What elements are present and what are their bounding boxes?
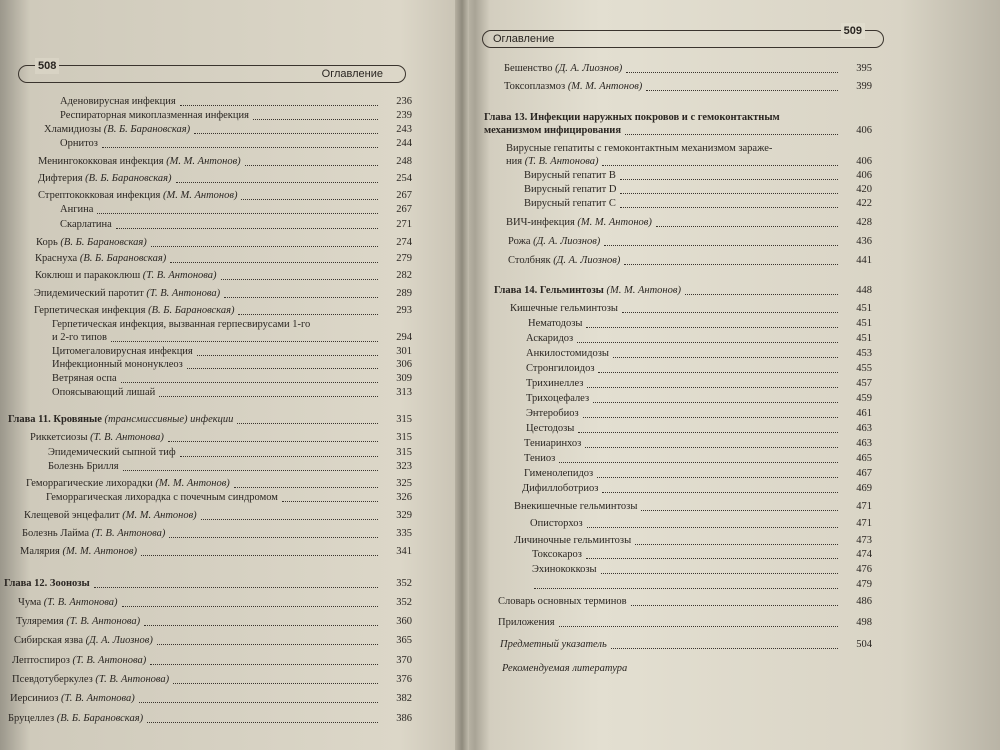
toc-leader-dots [613,347,838,358]
toc-entry-title: Цитомегаловирусная инфекция [52,346,193,357]
left-page [0,0,452,750]
toc-leader-dots [253,109,378,120]
toc-entry-title: Болезнь Брилля [48,461,119,472]
toc-leader-dots [139,692,378,703]
toc-entry-title: Иерсиниоз (Т. В. Антонова) [10,693,135,704]
toc-leader-dots [116,218,378,229]
toc-entry-title: Нематодозы [528,318,583,329]
toc-entry [14,634,412,647]
toc-entry [38,172,412,185]
toc-leader-dots [97,203,378,214]
toc-leader-dots [168,431,378,442]
toc-entry-title: Столбняк (Д. А. Лиознов) [508,255,621,266]
toc-entry [526,407,872,420]
toc-entry-page: 306 [396,359,412,370]
toc-entry-page: 471 [856,501,872,512]
left-page-header [18,60,406,83]
toc-entry-title: Трихинеллез [526,378,584,389]
toc-entry-page: 386 [396,713,412,724]
toc-entry-title: Внекишечные гельминтозы [514,501,638,512]
toc-entry-title: Геморрагическая лихорадка с почечным синдромом [46,492,278,503]
toc-entry [484,111,872,124]
toc-entry-page: 453 [856,348,872,359]
toc-entry-page: 313 [396,387,412,398]
toc-entry [524,467,872,480]
toc-entry [26,477,412,490]
toc-entry-title: Скарлатина [60,219,112,230]
right-header-title: Оглавление [493,33,555,45]
toc-entry-page: 476 [856,564,872,575]
toc-leader-dots [646,80,838,91]
toc-entry [494,284,872,297]
toc-entry-page: 436 [856,236,872,247]
toc-leader-dots [577,332,838,343]
toc-entry [16,615,412,628]
toc-entry-title: Анкилостомидозы [526,348,609,359]
toc-entry [8,712,412,725]
toc-entry-page: 243 [396,124,412,135]
toc-entry-page: 274 [396,237,412,248]
toc-entry-title: Риккетсиозы (Т. В. Антонова) [30,432,164,443]
toc-entry [52,386,412,399]
toc-entry-title: Инфекционный мононуклеоз [52,359,183,370]
toc-entry-page: 315 [396,414,412,425]
toc-entry-page: 293 [396,305,412,316]
toc-leader-dots [626,62,838,73]
toc-leader-dots [602,482,838,493]
toc-entry-page: 406 [856,170,872,181]
toc-entry [30,431,412,444]
toc-entry-title: Хламидиозы (В. Б. Барановская) [44,124,191,135]
toc-entry [532,563,872,576]
toc-entry-title: Эпидемический паротит (Т. В. Антонова) [34,288,221,299]
toc-entry [498,616,872,629]
toc-leader-dots [685,284,838,295]
toc-leader-dots [620,169,838,180]
toc-entry [52,345,412,358]
toc-leader-dots [141,545,378,556]
toc-leader-dots [583,407,838,418]
toc-entry-title: Вирусные гепатиты с гемоконтактным механизмом зараже- [506,143,773,154]
toc-entry-page: 248 [396,156,412,167]
toc-entry-title: Краснуха (В. Б. Барановская) [35,253,167,264]
toc-leader-dots [176,172,378,183]
toc-entry-title: Дифтерия (В. Б. Барановская) [38,173,172,184]
toc-entry [8,413,412,426]
toc-entry [48,446,412,459]
toc-entry-page: 457 [856,378,872,389]
toc-entry-page: 323 [396,461,412,472]
toc-entry-page: 309 [396,373,412,384]
toc-entry-title: Герпетическая инфекция, вызванная герпесвирусами 1-го [52,319,311,330]
toc-leader-dots [234,477,378,488]
toc-entry [38,189,412,202]
toc-entry [60,109,412,122]
toc-leader-dots [598,362,838,373]
toc-leader-dots [586,317,838,328]
toc-entry [34,304,412,317]
toc-entry-page: 326 [396,492,412,503]
toc-entry-page: 395 [856,63,872,74]
toc-entry [526,392,872,405]
toc-entry-page: 441 [856,255,872,266]
toc-leader-dots [597,467,838,478]
toc-entry-title: Вирусный гепатит В [524,170,616,181]
toc-entry-title: Токсоплазмоз (М. М. Антонов) [504,81,643,92]
toc-entry [52,331,412,344]
toc-entry [52,358,412,371]
toc-entry-page: 498 [856,617,872,628]
toc-entry-title: Ветряная оспа [52,373,117,384]
toc-entry-page: 301 [396,346,412,357]
toc-entry [60,95,412,108]
toc-entry [22,527,412,540]
toc-leader-dots [602,155,838,166]
toc-entry-page: 420 [856,184,872,195]
toc-entry [526,377,872,390]
toc-leader-dots [111,331,378,342]
toc-entry-title: Токсокароз [532,549,582,560]
toc-entry [498,595,872,608]
toc-leader-dots [625,124,838,135]
toc-entry-title: Орнитоз [60,138,98,149]
toc-entry [528,317,872,330]
toc-leader-dots [237,413,378,424]
toc-entry-title: ния (Т. В. Антонова) [506,156,599,167]
toc-entry-title: Глава 11. Кровяные (трансмиссивные) инфекции [8,414,234,425]
toc-entry-title: Приложения [498,617,555,628]
toc-entry-title: Псевдотуберкулез (Т. В. Антонова) [12,674,170,685]
toc-entry-page: 352 [396,597,412,608]
toc-leader-dots [123,460,378,471]
toc-entry-page: 448 [856,285,872,296]
toc-entry-title: Бруцеллез (В. Б. Барановская) [8,713,144,724]
toc-entry [44,123,412,136]
toc-entry [34,287,412,300]
toc-entry-page: 360 [396,616,412,627]
toc-leader-dots [151,236,378,247]
toc-leader-dots [201,509,378,520]
toc-entry-title: Рекомендуемая литература [502,663,628,674]
toc-entry-page: 315 [396,432,412,443]
toc-entry [526,332,872,345]
toc-entry-title: Гименолепидоз [524,468,594,479]
toc-entry-page: 315 [396,447,412,458]
toc-entry-page: 471 [856,518,872,529]
toc-entry-title: Туляремия (Т. В. Антонова) [16,616,141,627]
toc-entry-title: и 2-го типов [52,332,107,343]
toc-entry [508,254,872,267]
toc-entry-title: Малярия (М. М. Антонов) [20,546,137,557]
toc-entry-page: 254 [396,173,412,184]
toc-leader-dots [94,577,378,588]
left-header-title: Оглавление [321,68,383,80]
toc-entry [35,252,412,265]
toc-leader-dots [586,548,838,559]
toc-entry-title: Стрептококковая инфекция (М. М. Антонов) [38,190,238,201]
toc-entry [524,197,872,210]
toc-entry [510,302,872,315]
toc-leader-dots [585,437,838,448]
toc-entry-title: Стронгилоидоз [526,363,595,374]
toc-entry-title: Болезнь Лайма (Т. В. Антонова) [22,528,166,539]
toc-entry-title: Опоясывающий лишай [52,387,156,398]
toc-entry-title: Дифиллоботриоз [522,483,599,494]
toc-entry [524,437,872,450]
toc-entry [522,482,872,495]
toc-entry-title: Герпетическая инфекция (В. Б. Барановская) [34,305,235,316]
toc-leader-dots [147,712,378,723]
toc-leader-dots [624,254,838,265]
toc-leader-dots [282,491,378,502]
toc-leader-dots [170,252,378,263]
toc-leader-dots [173,673,378,684]
toc-entry-page: 267 [396,190,412,201]
toc-leader-dots [169,527,378,538]
toc-entry [524,169,872,182]
toc-leader-dots [224,287,378,298]
toc-leader-dots [635,534,838,545]
toc-entry-page: 455 [856,363,872,374]
toc-entry-page: 451 [856,318,872,329]
toc-leader-dots [578,422,838,433]
toc-entry-page: 504 [856,639,872,650]
toc-entry-title: Трихоцефалез [526,393,590,404]
toc-entry-title: Энтеробиоз [526,408,579,419]
toc-entry-page: 479 [856,579,872,590]
toc-leader-dots [122,596,378,607]
toc-entry [526,347,872,360]
toc-leader-dots [180,95,378,106]
toc-entry-title: Эхинококкозы [532,564,597,575]
toc-entry-title: ВИЧ-инфекция (М. М. Антонов) [506,217,652,228]
toc-leader-dots [197,345,378,356]
toc-entry [504,80,872,93]
toc-entry [502,662,872,675]
toc-entry-title: Цестодозы [526,423,575,434]
left-page-number: 508 [35,58,59,74]
toc-entry-title: Сибирская язва (Д. А. Лиознов) [14,635,153,646]
toc-entry-title: Глава 14. Гельминтозы (М. М. Антонов) [494,285,681,296]
toc-entry-page: 236 [396,96,412,107]
toc-leader-dots [631,595,838,606]
toc-leader-dots [559,616,838,627]
toc-entry-title: Коклюш и паракоклюш (Т. В. Антонова) [35,270,217,281]
toc-leader-dots [604,235,838,246]
toc-entry-title: Глава 12. Зоонозы [4,578,90,589]
toc-entry [18,596,412,609]
toc-entry-page: 463 [856,438,872,449]
toc-leader-dots [245,155,378,166]
toc-entry [52,318,412,331]
toc-entry [530,517,872,530]
toc-entry [514,534,872,547]
toc-entry-page: 451 [856,303,872,314]
toc-leader-dots [611,638,838,649]
toc-leader-dots [593,392,838,403]
toc-entry-title: Геморрагические лихорадки (М. М. Антонов) [26,478,230,489]
toc-entry-page: 352 [396,578,412,589]
toc-entry [506,155,872,168]
toc-entry [506,216,872,229]
toc-entry-page: 422 [856,198,872,209]
toc-entry [60,137,412,150]
toc-entry-page: 459 [856,393,872,404]
toc-entry-page: 469 [856,483,872,494]
toc-entry-page: 271 [396,219,412,230]
toc-entry [12,654,412,667]
toc-entry-title: Рожа (Д. А. Лиознов) [508,236,601,247]
toc-entry-title: Предметный указатель [500,639,607,650]
toc-entry [60,218,412,231]
toc-leader-dots [601,563,838,574]
toc-entry-title: Тениаринхоз [524,438,582,449]
toc-entry [506,142,872,155]
toc-entry-page: 325 [396,478,412,489]
toc-entry-title: Чума (Т. В. Антонова) [18,597,118,608]
toc-entry [12,673,412,686]
toc-entry-page: 428 [856,217,872,228]
toc-entry [48,460,412,473]
toc-entry-page: 451 [856,333,872,344]
toc-entry-title: Менингококковая инфекция (М. М. Антонов) [38,156,241,167]
toc-leader-dots [150,654,378,665]
toc-entry [508,235,872,248]
toc-entry-page: 370 [396,655,412,666]
toc-leader-dots [587,377,838,388]
toc-entry-title: Аденовирусная инфекция [60,96,176,107]
toc-entry-title: Описторхоз [530,518,583,529]
toc-entry-title: Респираторная микоплазменная инфекция [60,110,249,121]
toc-entry [524,183,872,196]
toc-entry [484,124,872,137]
toc-leader-dots [157,634,378,645]
toc-entry-title: Вирусный гепатит D [524,184,617,195]
toc-entry-title: Личиночные гельминтозы [514,535,632,546]
toc-leader-dots [656,216,838,227]
toc-entry [526,362,872,375]
toc-entry-title: Аскаридоз [526,333,574,344]
toc-entry-page: 406 [856,125,872,136]
toc-entry-title: Вирусный гепатит С [524,198,616,209]
toc-entry [52,372,412,385]
toc-leader-dots [102,137,378,148]
toc-leader-dots [620,197,838,208]
toc-entry-page: 406 [856,156,872,167]
toc-leader-dots [641,500,838,511]
toc-entry-page: 467 [856,468,872,479]
toc-entry-page: 341 [396,546,412,557]
right-page [470,0,1000,750]
toc-entry [20,545,412,558]
toc-leader-dots [620,183,838,194]
toc-entry [532,548,872,561]
toc-entry [530,578,872,591]
toc-entry-title: Клещевой энцефалит (М. М. Антонов) [24,510,197,521]
toc-entry-page: 382 [396,693,412,704]
toc-entry-page: 289 [396,288,412,299]
toc-entry-title: Глава 13. Инфекции наружных покровов и с гемоконтактным [484,112,780,123]
toc-entry-page: 279 [396,253,412,264]
toc-entry-page: 282 [396,270,412,281]
toc-entry [504,62,872,75]
toc-entry-page: 461 [856,408,872,419]
toc-entry [24,509,412,522]
toc-entry-page: 329 [396,510,412,521]
toc-leader-dots [144,615,378,626]
toc-entry-page: 473 [856,535,872,546]
toc-entry-title: механизмом инфицирования [484,125,622,136]
toc-entry-page: 365 [396,635,412,646]
toc-entry [526,422,872,435]
toc-entry-title: Кишечные гельминтозы [510,303,618,314]
toc-leader-dots [587,517,838,528]
toc-leader-dots [534,578,838,589]
toc-entry-title: Ангина [60,204,94,215]
toc-entry [514,500,872,513]
toc-entry-title: Словарь основных терминов [498,596,627,607]
toc-leader-dots [194,123,378,134]
toc-entry-page: 474 [856,549,872,560]
toc-leader-dots [187,358,378,369]
toc-entry-page: 465 [856,453,872,464]
toc-entry-page: 239 [396,110,412,121]
toc-entry [60,203,412,216]
toc-entry [524,452,872,465]
toc-entry [46,491,412,504]
toc-entry-title: Корь (В. Б. Барановская) [36,237,147,248]
toc-entry-page: 335 [396,528,412,539]
toc-entry-page: 267 [396,204,412,215]
toc-leader-dots [241,189,378,200]
toc-entry-page: 244 [396,138,412,149]
toc-entry [10,692,412,705]
toc-entry [35,269,412,282]
toc-entry-title: Лептоспироз (Т. В. Антонова) [12,655,147,666]
right-page-header [482,25,884,48]
toc-entry-page: 486 [856,596,872,607]
book-gutter [455,0,469,750]
toc-entry-page: 294 [396,332,412,343]
toc-entry-title: Тениоз [524,453,556,464]
toc-entry-title: Эпидемический сыпной тиф [48,447,176,458]
toc-entry [36,236,412,249]
toc-leader-dots [559,452,838,463]
toc-entry [500,638,872,651]
right-page-number: 509 [841,23,865,39]
toc-leader-dots [622,302,838,313]
toc-entry [4,577,412,590]
toc-leader-dots [180,446,378,457]
toc-leader-dots [121,372,378,383]
toc-entry-page: 376 [396,674,412,685]
toc-entry [38,155,412,168]
toc-entry-title: Бешенство (Д. А. Лиознов) [504,63,623,74]
toc-leader-dots [159,386,378,397]
toc-leader-dots [221,269,378,280]
toc-leader-dots [238,304,378,315]
toc-entry-page: 399 [856,81,872,92]
toc-entry-page: 463 [856,423,872,434]
